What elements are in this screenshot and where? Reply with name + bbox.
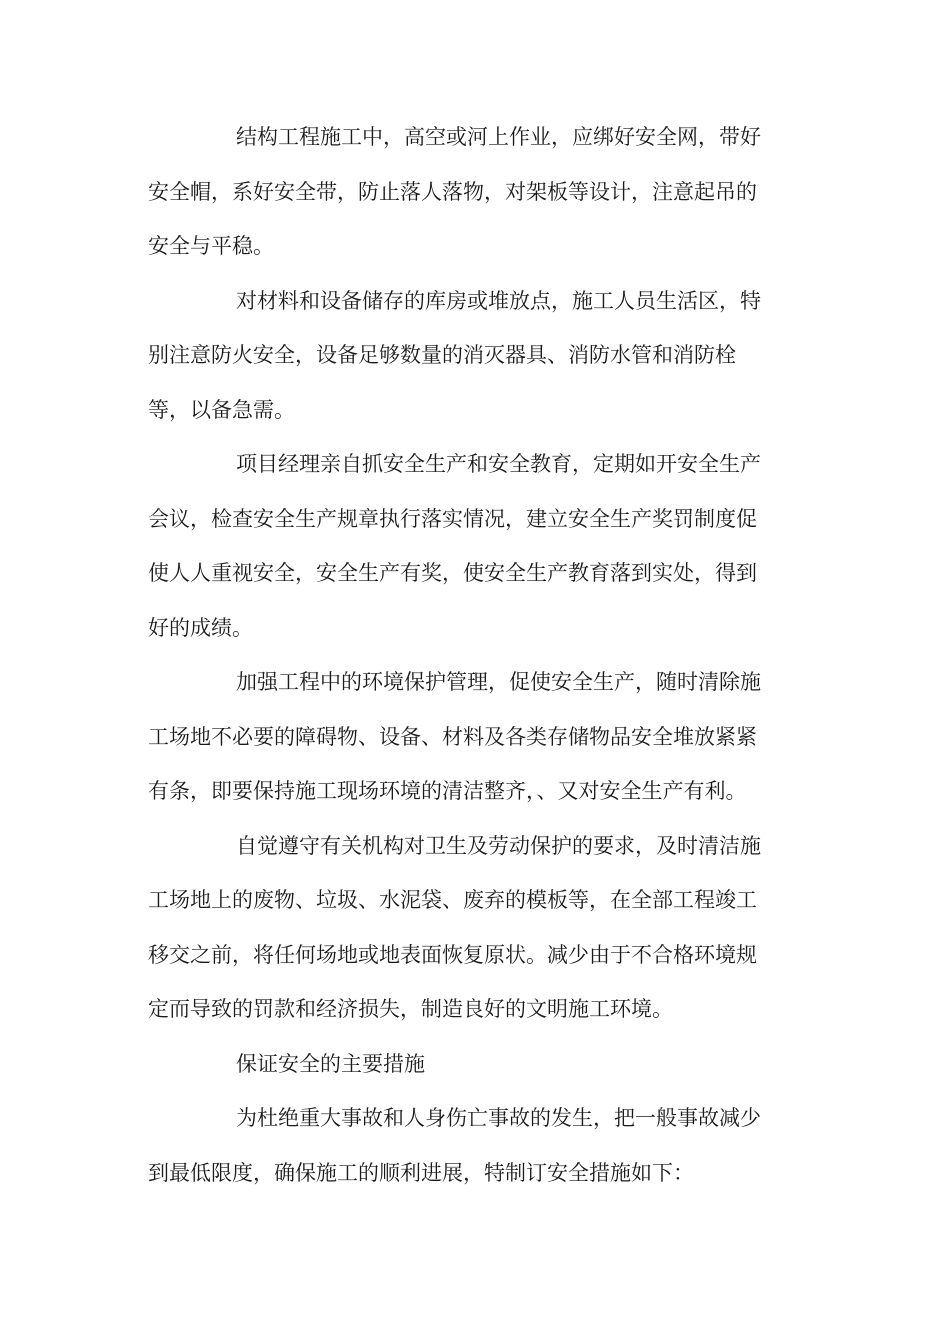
paragraph-line: 对材料和设备储存的库房或堆放点，施工人员生活区，特 xyxy=(236,288,761,313)
paragraph-line: 有条，即要保持施工现场环境的清洁整齐，、又对安全生产有利。 xyxy=(148,779,747,803)
paragraph-line: 安全帽，系好安全带，防止落人落物，对架板等设计，注意起吊的 xyxy=(148,179,757,204)
section-heading: 保证安全的主要措施 xyxy=(236,1051,425,1076)
paragraph-line: 结构工程施工中，高空或河上作业，应绑好安全网，带好 xyxy=(236,125,761,149)
paragraph-line: 等，以备急需。 xyxy=(148,397,295,422)
paragraph-structural-safety xyxy=(148,110,808,274)
paragraph-line: 为杜绝重大事故和人身伤亡事故的发生，把一般事故减少 xyxy=(236,1106,761,1130)
paragraph-line: 定而导致的罚款和经济损失，制造良好的文明施工环境。 xyxy=(148,997,673,1021)
paragraph-line: 移交之前，将任何场地或地表面恢复原状。减少由于不合格环境规 xyxy=(148,942,757,967)
paragraph-line: 会议，检查安全生产规章执行落实情况，建立安全生产奖罚制度促 xyxy=(148,506,757,531)
paragraph-line: 自觉遵守有关机构对卫生及劳动保护的要求，及时清洁施 xyxy=(236,833,761,858)
paragraph-site-cleanup xyxy=(148,819,808,1037)
paragraph-line: 到最低限度，确保施工的顺利进展，特制订安全措施如下： xyxy=(148,1160,694,1185)
paragraph-line: 工场地不必要的障碍物、设备、材料及各类存储物品安全堆放紧紧 xyxy=(148,724,757,749)
paragraph-line: 工场地上的废物、垃圾、水泥袋、废弃的模板等，在全部工程竣工 xyxy=(148,888,757,912)
document-body xyxy=(148,110,808,1200)
paragraph-line: 安全与平稳。 xyxy=(148,234,274,258)
paragraph-safety-measures-intro xyxy=(148,1091,808,1200)
paragraph-fire-safety xyxy=(148,274,808,438)
paragraph-environment-protection xyxy=(148,655,808,819)
paragraph-line: 别注意防火安全，设备足够数量的消灭器具、消防水管和消防栓 xyxy=(148,343,736,367)
paragraph-line: 使人人重视安全，安全生产有奖，使安全生产教育落到实处，得到 xyxy=(148,561,757,585)
paragraph-line: 项目经理亲自抓安全生产和安全教育，定期如开安全生产 xyxy=(236,452,761,476)
paragraph-line: 加强工程中的环境保护管理，促使安全生产，随时清除施 xyxy=(236,670,761,694)
paragraph-manager-responsibility xyxy=(148,437,808,655)
paragraph-line: 好的成绩。 xyxy=(148,615,253,640)
